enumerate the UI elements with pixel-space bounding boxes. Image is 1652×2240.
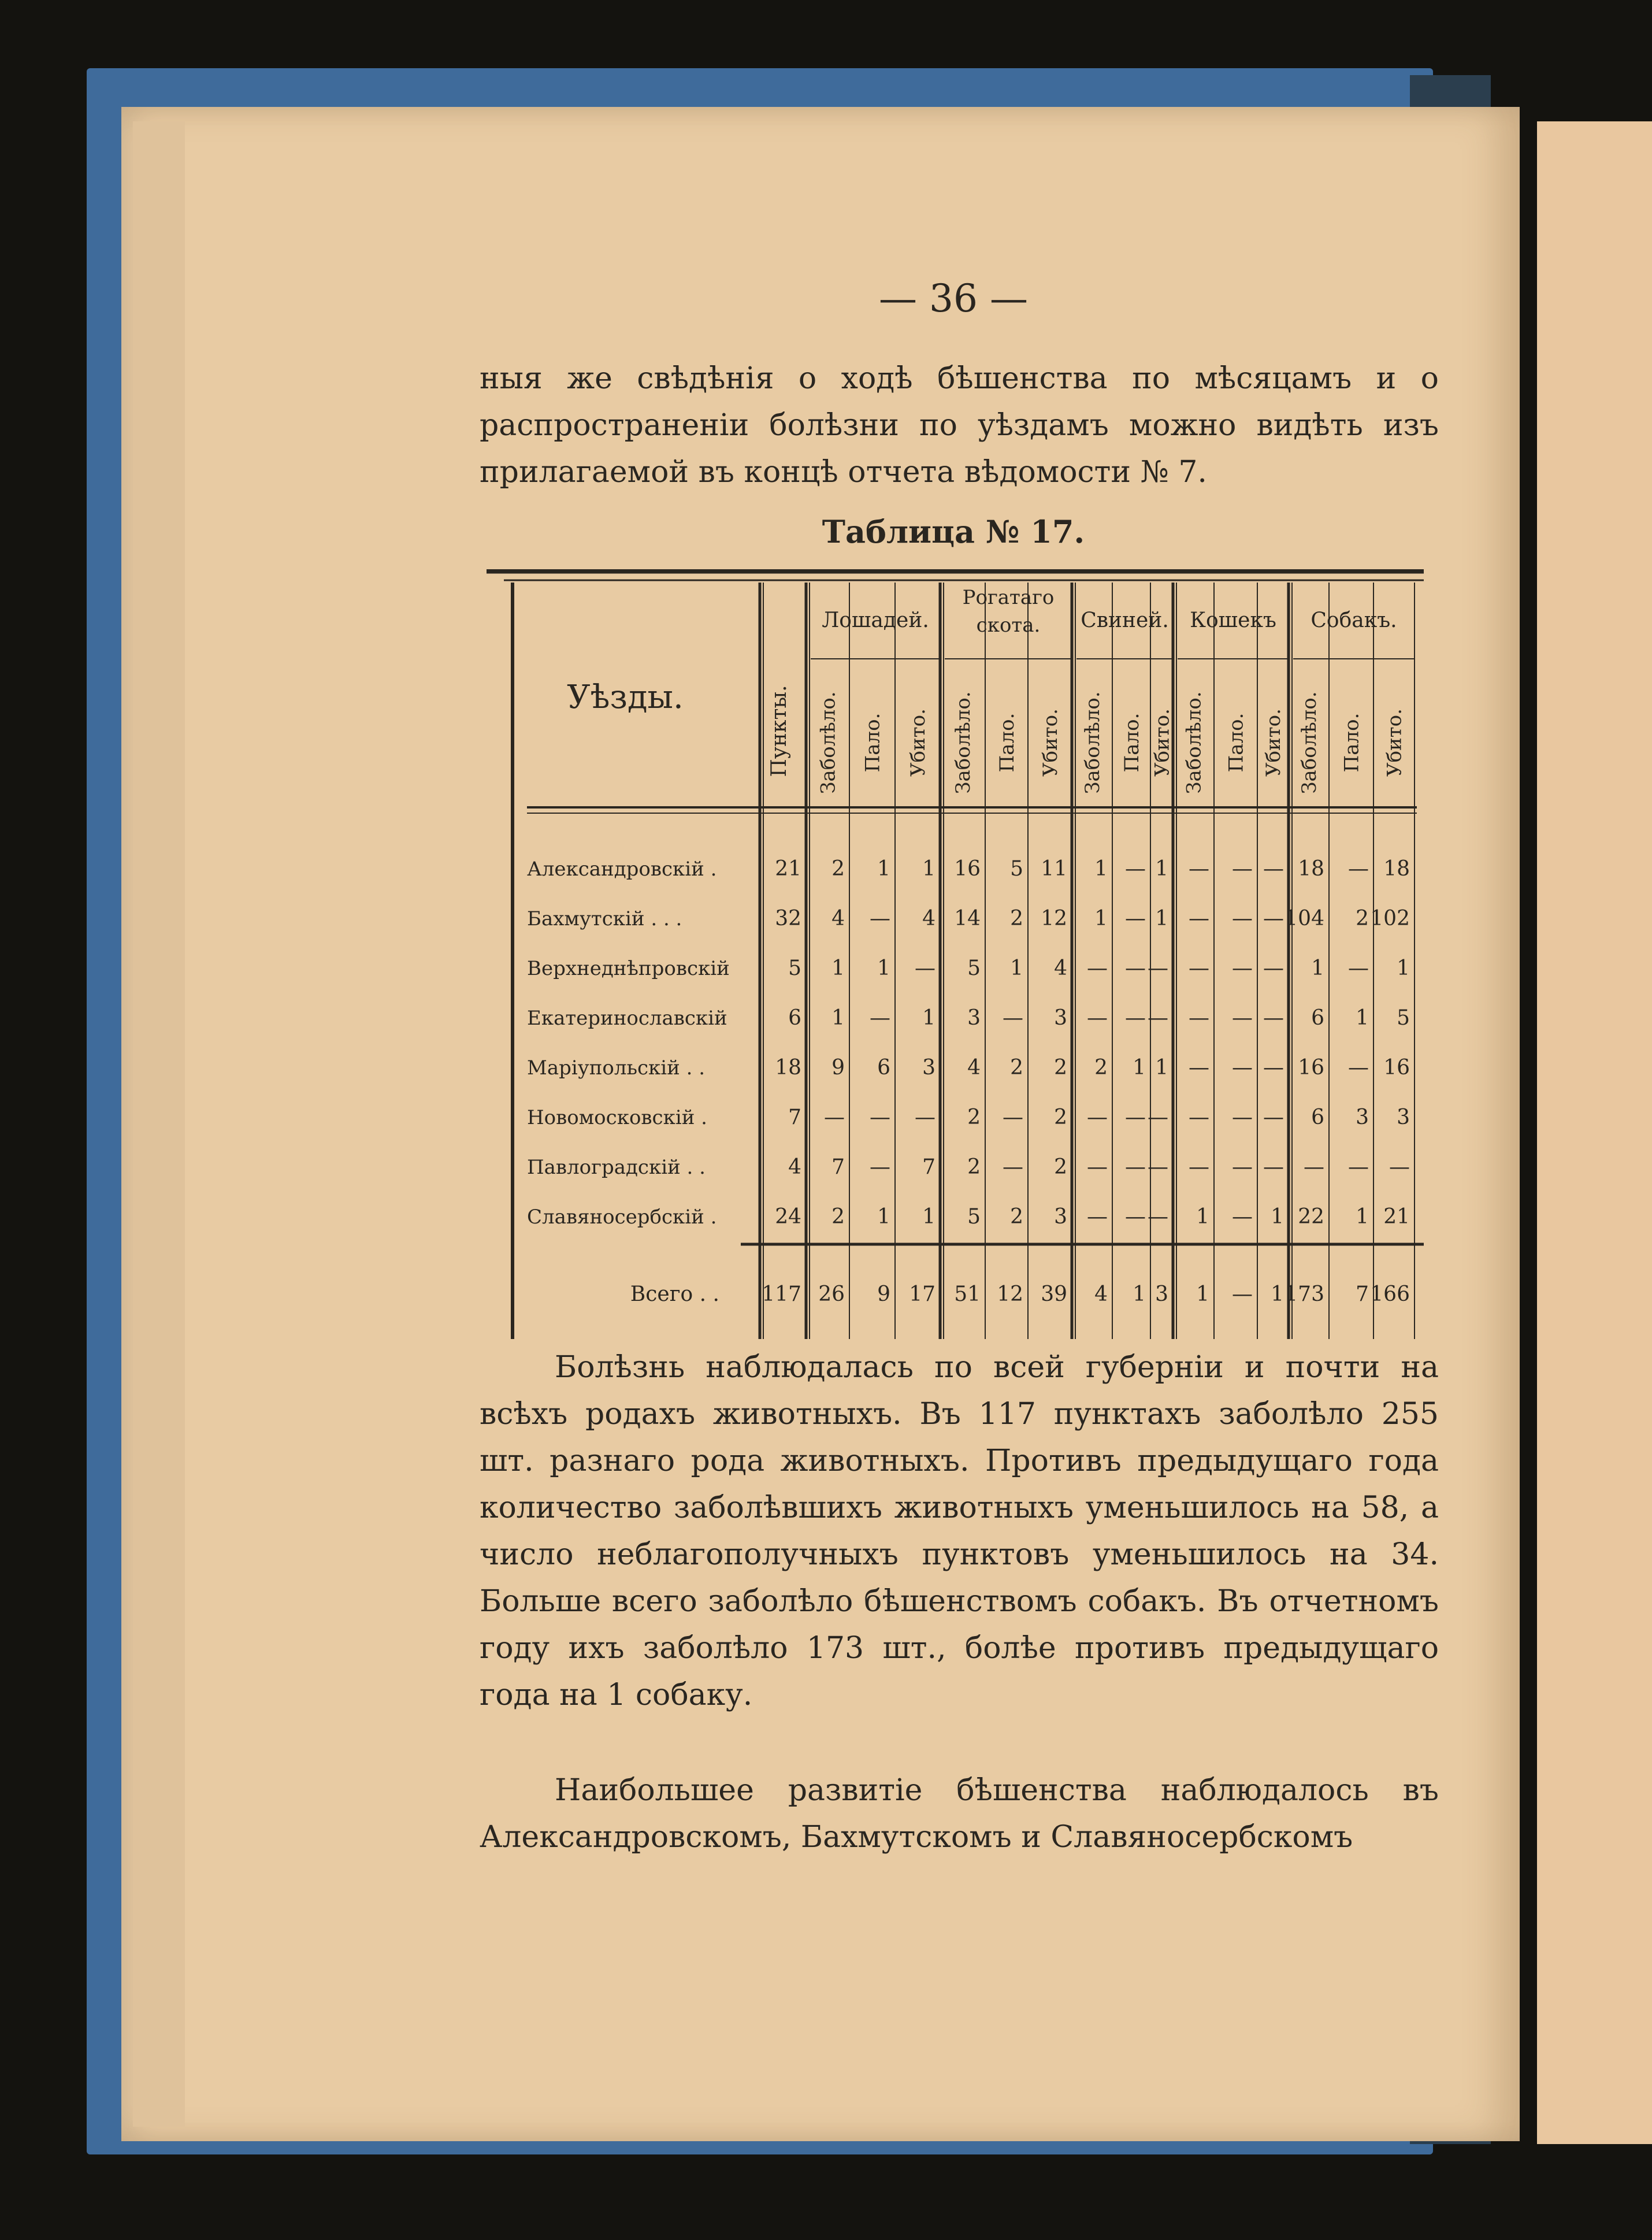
table-cell: —	[1263, 1006, 1284, 1030]
table-cell: 2	[967, 1106, 981, 1129]
table-cell: 1	[1010, 956, 1023, 980]
sub-header: Убито.	[1150, 709, 1174, 777]
table-cell: —	[1263, 907, 1284, 930]
table-cell: 2	[1010, 907, 1023, 930]
table-cell: —	[1148, 1205, 1168, 1229]
table-cell: 1	[1094, 857, 1108, 881]
table-cell: —	[1348, 1056, 1369, 1080]
table-cell: 2	[1010, 1205, 1023, 1229]
table-cell: 3	[1054, 1205, 1067, 1229]
table-cell: —	[1348, 956, 1369, 980]
table-cell: 6	[1311, 1006, 1324, 1030]
table-cell: —	[1003, 1006, 1023, 1030]
table-cell: 1	[831, 956, 845, 980]
sub-header: Пало.	[861, 713, 885, 773]
table-cell: —	[1087, 1006, 1108, 1030]
table-cell: 16	[1298, 1056, 1324, 1080]
table-cell: —	[1232, 1205, 1253, 1229]
sub-header: Заболѣло.	[1298, 691, 1321, 794]
table-cell: 1	[877, 1205, 890, 1229]
intro-text: ныя же свѣдѣнія о ходѣ бѣшенства по мѣсяцамъ и о распространеніи болѣзни по уѣздамъ можно видѣть изъ прилагаемой въ концѣ отчета вѣдомости № 7.	[480, 361, 1439, 489]
table-cell: 4	[788, 1155, 801, 1179]
total-cell: 17	[909, 1282, 935, 1306]
table-cell: 1	[1356, 1205, 1369, 1229]
table-cell: —	[915, 956, 935, 980]
table-cell: —	[1003, 1106, 1023, 1129]
table-cell: 5	[967, 1205, 981, 1229]
row-district-name: Новомосковскій .	[527, 1106, 707, 1129]
total-cell: 1	[1133, 1282, 1146, 1306]
table-cell: 16	[954, 857, 981, 881]
sub-header: Пало.	[1340, 713, 1364, 773]
table-cell: 6	[788, 1006, 801, 1030]
table-cell: 1	[1397, 956, 1410, 980]
table-cell: —	[1125, 907, 1146, 930]
table-cell: 6	[1311, 1106, 1324, 1129]
table-cell: 1	[1155, 907, 1168, 930]
table-cell: 18	[1298, 857, 1324, 881]
total-cell: 173	[1285, 1282, 1324, 1306]
table-cell: —	[1263, 1056, 1284, 1080]
table-cell: 1	[1155, 1056, 1168, 1080]
table-cell: —	[915, 1106, 935, 1129]
table-cell: 3	[1397, 1106, 1410, 1129]
group-header-cattle-2: скота.	[976, 614, 1041, 637]
table-cell: 3	[1054, 1006, 1067, 1030]
table-cell: 18	[775, 1056, 801, 1080]
table-cell: —	[1189, 1106, 1209, 1129]
table-cell: —	[1232, 857, 1253, 881]
page-number: — 36 —	[879, 276, 1028, 321]
sub-header: Убито.	[907, 709, 930, 777]
last-text	[480, 1767, 1439, 1861]
sub-header: Убито.	[1262, 709, 1285, 777]
table-cell: 5	[788, 956, 801, 980]
table-cell: 102	[1370, 907, 1410, 930]
table-cell: —	[1263, 857, 1284, 881]
table-cell: —	[1125, 1155, 1146, 1179]
table-cell: 1	[1094, 907, 1108, 930]
total-cell: 7	[1356, 1282, 1369, 1306]
table-cell: —	[1148, 1106, 1168, 1129]
table-cell: 2	[831, 1205, 845, 1229]
table-cell: —	[1232, 1056, 1253, 1080]
table-cell: 1	[877, 857, 890, 881]
group-header: Лошадей.	[822, 609, 929, 632]
sub-header: Пало.	[1224, 713, 1248, 773]
row-district-name: Павлоградскій . .	[527, 1156, 706, 1179]
table-cell: 1	[1155, 857, 1168, 881]
row-district-name: Екатеринославскій	[527, 1007, 727, 1030]
table-cell: 22	[1298, 1205, 1324, 1229]
total-cell: —	[1232, 1282, 1253, 1306]
table-cell: 24	[775, 1205, 801, 1229]
table-cell: —	[1232, 1106, 1253, 1129]
total-cell: 39	[1041, 1282, 1067, 1306]
table-cell: 14	[954, 907, 981, 930]
table-cell: —	[1189, 857, 1209, 881]
table-cell: —	[1189, 907, 1209, 930]
table-cell: 4	[1054, 956, 1067, 980]
table-cell: 7	[922, 1155, 935, 1179]
table-cell: —	[1125, 857, 1146, 881]
table-cell: —	[1389, 1155, 1410, 1179]
table-cell: —	[1348, 857, 1369, 881]
table-cell: 11	[1041, 857, 1067, 881]
table-cell: 1	[922, 1205, 935, 1229]
table-cell: 2	[1010, 1056, 1023, 1080]
table-cell: 6	[877, 1056, 890, 1080]
group-header-cattle-1: Рогатаго	[962, 586, 1055, 609]
table-cell: 3	[922, 1056, 935, 1080]
next-page-edge	[1537, 121, 1652, 2144]
table-cell: 7	[788, 1106, 801, 1129]
table-cell: 1	[922, 857, 935, 881]
table-cell: 2	[831, 857, 845, 881]
last-paragraph	[480, 1767, 1439, 1861]
table-cell: —	[1125, 1106, 1146, 1129]
total-label: Всего . .	[630, 1282, 719, 1306]
sub-header: Заболѣло.	[952, 691, 975, 794]
table-cell: —	[1232, 956, 1253, 980]
table-cell: —	[1263, 1155, 1284, 1179]
table-cell: 7	[831, 1155, 845, 1179]
table-cell: 2	[1054, 1155, 1067, 1179]
table-cell: 2	[1356, 907, 1369, 930]
table-cell: 4	[967, 1056, 981, 1080]
table-cell: —	[1087, 1155, 1108, 1179]
table-cell: —	[1148, 956, 1168, 980]
row-district-name: Славяносербскій .	[527, 1206, 717, 1229]
row-district-name: Александровскій .	[527, 858, 717, 881]
table-cell: 5	[1010, 857, 1023, 881]
table-cell: 5	[1397, 1006, 1410, 1030]
total-cell: 1	[1196, 1282, 1209, 1306]
sub-header: Заболѣло.	[1081, 691, 1104, 794]
table-cell: —	[1189, 956, 1209, 980]
total-cell: 166	[1370, 1282, 1410, 1306]
table-cell: —	[1263, 1106, 1284, 1129]
table-cell: 1	[1356, 1006, 1369, 1030]
sub-header: Заболѣло.	[816, 691, 840, 794]
table-cell: 104	[1285, 907, 1324, 930]
group-header: Собакъ.	[1311, 609, 1397, 632]
table-cell: —	[1125, 1205, 1146, 1229]
body-paragraph	[480, 1344, 1439, 1719]
table-cell: 2	[1054, 1056, 1067, 1080]
table-cell: —	[1348, 1155, 1369, 1179]
points-header: Пункты.	[767, 685, 791, 777]
table-cell: 1	[877, 956, 890, 980]
sub-header: Заболѣло.	[1182, 691, 1206, 794]
total-cell: 26	[818, 1282, 845, 1306]
table-cell: —	[870, 1006, 890, 1030]
body-text	[480, 1344, 1439, 1719]
table-cell: —	[1125, 1006, 1146, 1030]
sub-header: Пало.	[996, 713, 1019, 773]
district-header: Уѣзды.	[567, 678, 684, 716]
intro-paragraph	[480, 355, 1439, 496]
page-gutter	[133, 121, 185, 2127]
sub-header: Убито.	[1039, 709, 1062, 777]
table-cell: 2	[1094, 1056, 1108, 1080]
total-cell: 51	[954, 1282, 981, 1306]
table-cell: —	[1087, 1106, 1108, 1129]
table-cell: —	[824, 1106, 845, 1129]
table-cell: 2	[1054, 1106, 1067, 1129]
group-header: Свиней.	[1081, 609, 1169, 632]
table-cell: —	[870, 907, 890, 930]
row-district-name: Верхнеднѣпровскій	[527, 957, 730, 980]
total-cell: 1	[1271, 1282, 1284, 1306]
table-cell: 9	[831, 1056, 845, 1080]
table-cell: —	[1304, 1155, 1324, 1179]
table-cell: —	[1003, 1155, 1023, 1179]
table-cell: —	[1087, 956, 1108, 980]
table-cell: 4	[831, 907, 845, 930]
sub-header: Пало.	[1120, 713, 1144, 773]
total-cell: 9	[877, 1282, 890, 1306]
total-cell: 117	[762, 1282, 801, 1306]
table-cell: 2	[967, 1155, 981, 1179]
table-cell: —	[1148, 1155, 1168, 1179]
table-cell: 1	[1311, 956, 1324, 980]
table-cell: 5	[967, 956, 981, 980]
table-cell: 4	[922, 907, 935, 930]
table-cell: 1	[1133, 1056, 1146, 1080]
total-cell: 4	[1094, 1282, 1108, 1306]
group-header: Кошекъ	[1190, 609, 1276, 632]
table-title: Таблица № 17.	[822, 513, 1085, 550]
table-cell: —	[1189, 1006, 1209, 1030]
table-cell: —	[1232, 1155, 1253, 1179]
table-cell: 16	[1383, 1056, 1410, 1080]
table-cell: 1	[922, 1006, 935, 1030]
table-cell: —	[1125, 956, 1146, 980]
table-cell: 1	[831, 1006, 845, 1030]
table-cell: —	[1232, 907, 1253, 930]
table-cell: —	[1087, 1205, 1108, 1229]
table-cell: 12	[1041, 907, 1067, 930]
table-cell: 3	[967, 1006, 981, 1030]
rabies-table-grid	[487, 569, 1424, 1339]
table-cell: —	[870, 1106, 890, 1129]
table-cell: 21	[1383, 1205, 1410, 1229]
sub-header: Убито.	[1383, 709, 1406, 777]
table-cell: 1	[1271, 1205, 1284, 1229]
table-cell: 3	[1356, 1106, 1369, 1129]
row-district-name: Бахмутскій . . .	[527, 907, 682, 930]
rabies-table	[487, 569, 1424, 1339]
total-cell: 3	[1155, 1282, 1168, 1306]
table-cell: —	[1263, 956, 1284, 980]
table-cell: 18	[1383, 857, 1410, 881]
table-cell: —	[870, 1155, 890, 1179]
table-cell: 21	[775, 857, 801, 881]
row-district-name: Маріупольскій . .	[527, 1056, 706, 1080]
table-cell: —	[1189, 1155, 1209, 1179]
body-text-content: Болѣзнь наблюдалась по всей губерніи и почти на всѣхъ родахъ животныхъ. Въ 117 пунктахъ заболѣло 255 шт. разнаго рода животныхъ. Противъ предыдущаго года количество заболѣвшихъ животныхъ уменьшилось на 58, а число неблагополучныхъ пунктовъ уменьшилось на 34. Больше всего заболѣло бѣшенствомъ собакъ. Въ отчетномъ году ихъ заболѣло 173 шт., болѣе противъ предыдущаго года на 1 собаку.	[480, 1350, 1439, 1712]
table-cell: 1	[1196, 1205, 1209, 1229]
table-cell: —	[1148, 1006, 1168, 1030]
total-cell: 12	[997, 1282, 1023, 1306]
table-cell: —	[1232, 1006, 1253, 1030]
table-cell: 32	[775, 907, 801, 930]
last-text-content: Наибольшее развитіе бѣшенства наблюдалось въ Александровскомъ, Бахмутскомъ и Славяносербскомъ	[480, 1773, 1439, 1855]
table-cell: —	[1189, 1056, 1209, 1080]
